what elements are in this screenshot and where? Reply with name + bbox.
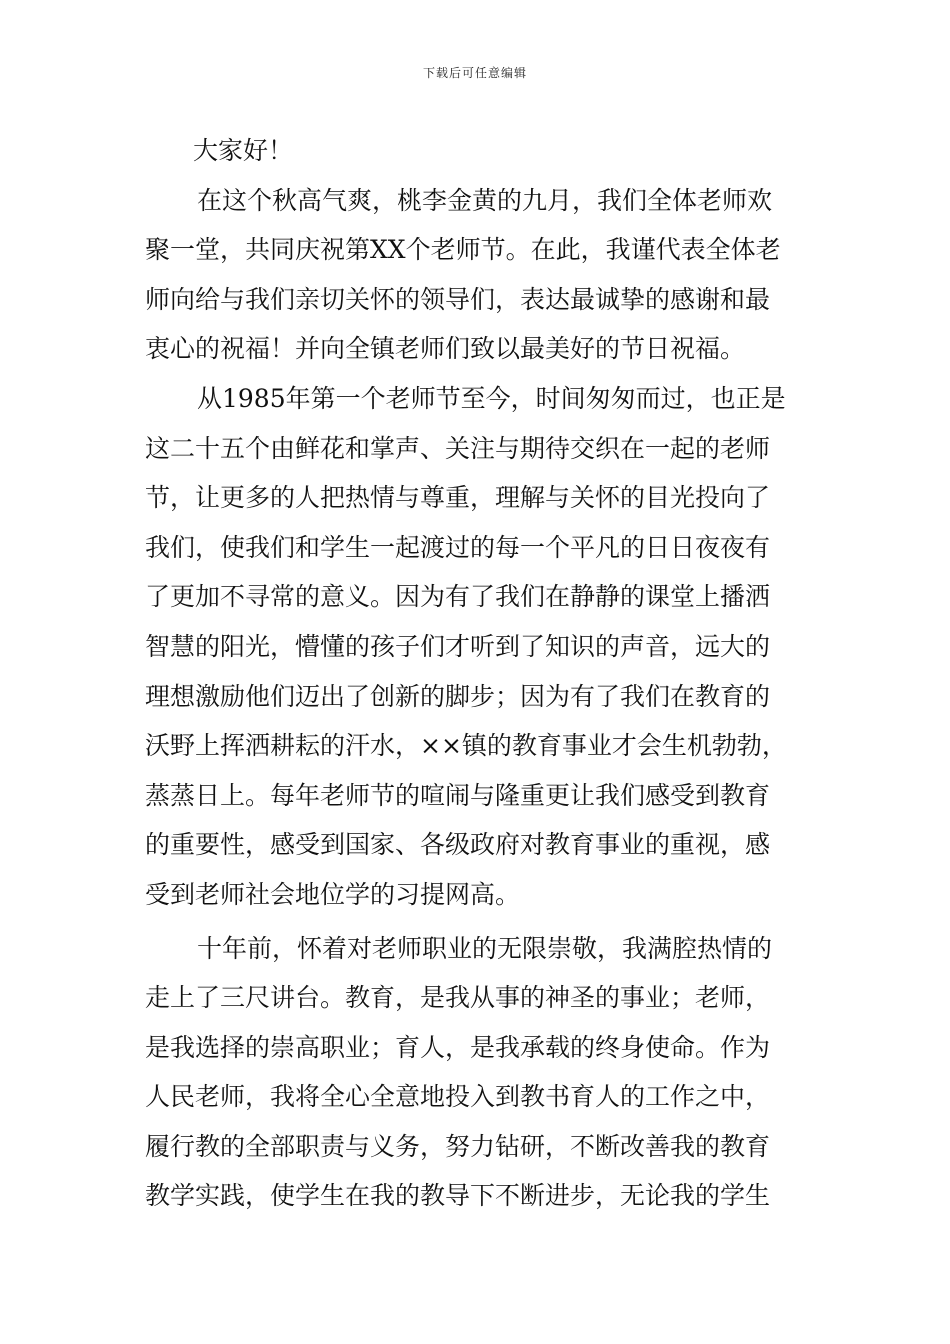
paragraph-line: 节，让更多的人把热情与尊重，理解与关怀的目光投向了 [145,483,771,513]
paragraph-line: 我们，使我们和学生一起渡过的每一个平凡的日日夜夜有 [145,532,771,562]
paragraph-line: 了更加不寻常的意义。因为有了我们在静静的课堂上播洒 [145,582,771,612]
paragraph-line: 智慧的阳光，懵懂的孩子们才听到了知识的声音，远大的 [145,631,771,661]
paragraph-line: 在这个秋高气爽，桃李金黄的九月，我们全体老师欢 [197,185,773,215]
paragraph-line: 教学实践，使学生在我的教导下不断进步，无论我的学生 [145,1181,771,1211]
paragraph-line: 十年前，怀着对老师职业的无限崇敬，我满腔热情的 [197,933,773,963]
paragraph-line: 蒸蒸日上。每年老师节的喧闹与隆重更让我们感受到教育 [145,780,771,810]
paragraph-line: 师向给与我们亲切关怀的领导们，表达最诚挚的感谢和最 [145,284,771,314]
body-text [145,126,817,1221]
paragraph-line: 的重要性，感受到国家、各级政府对教育事业的重视，感 [145,830,771,860]
greeting-line: 大家好！ [193,136,294,165]
paragraph-line: 走上了三尺讲台。教育，是我从事的神圣的事业；老师， [145,983,771,1013]
paragraph-line: 沃野上挥洒耕耘的汗水，××镇的教育事业才会生机勃勃， [145,731,787,761]
paragraph-line: 是我选择的崇高职业；育人，是我承载的终身使命。作为 [145,1032,771,1062]
paragraph-line: 从1985年第一个老师节至今，时间匆匆而过，也正是 [197,383,786,413]
paragraph-line: 履行教的全部职责与义务，努力钻研，不断改善我的教育 [145,1131,771,1161]
paragraph-line: 衷心的祝福！并向全镇老师们致以最美好的节日祝福。 [145,334,746,364]
paragraph-line: 人民老师，我将全心全意地投入到教书育人的工作之中， [145,1082,771,1112]
header-note: 下载后可任意编辑 [422,66,527,80]
paragraph-line: 理想激励他们迈出了创新的脚步；因为有了我们在教育的 [145,681,771,711]
paragraph-line: 这二十五个由鲜花和掌声、关注与期待交织在一起的老师 [145,433,771,463]
paragraph-line: 聚一堂，共同庆祝第XX个老师节。在此，我谨代表全体老 [145,235,781,265]
paragraph-line: 受到老师社会地位学的习提网高。 [145,879,521,909]
